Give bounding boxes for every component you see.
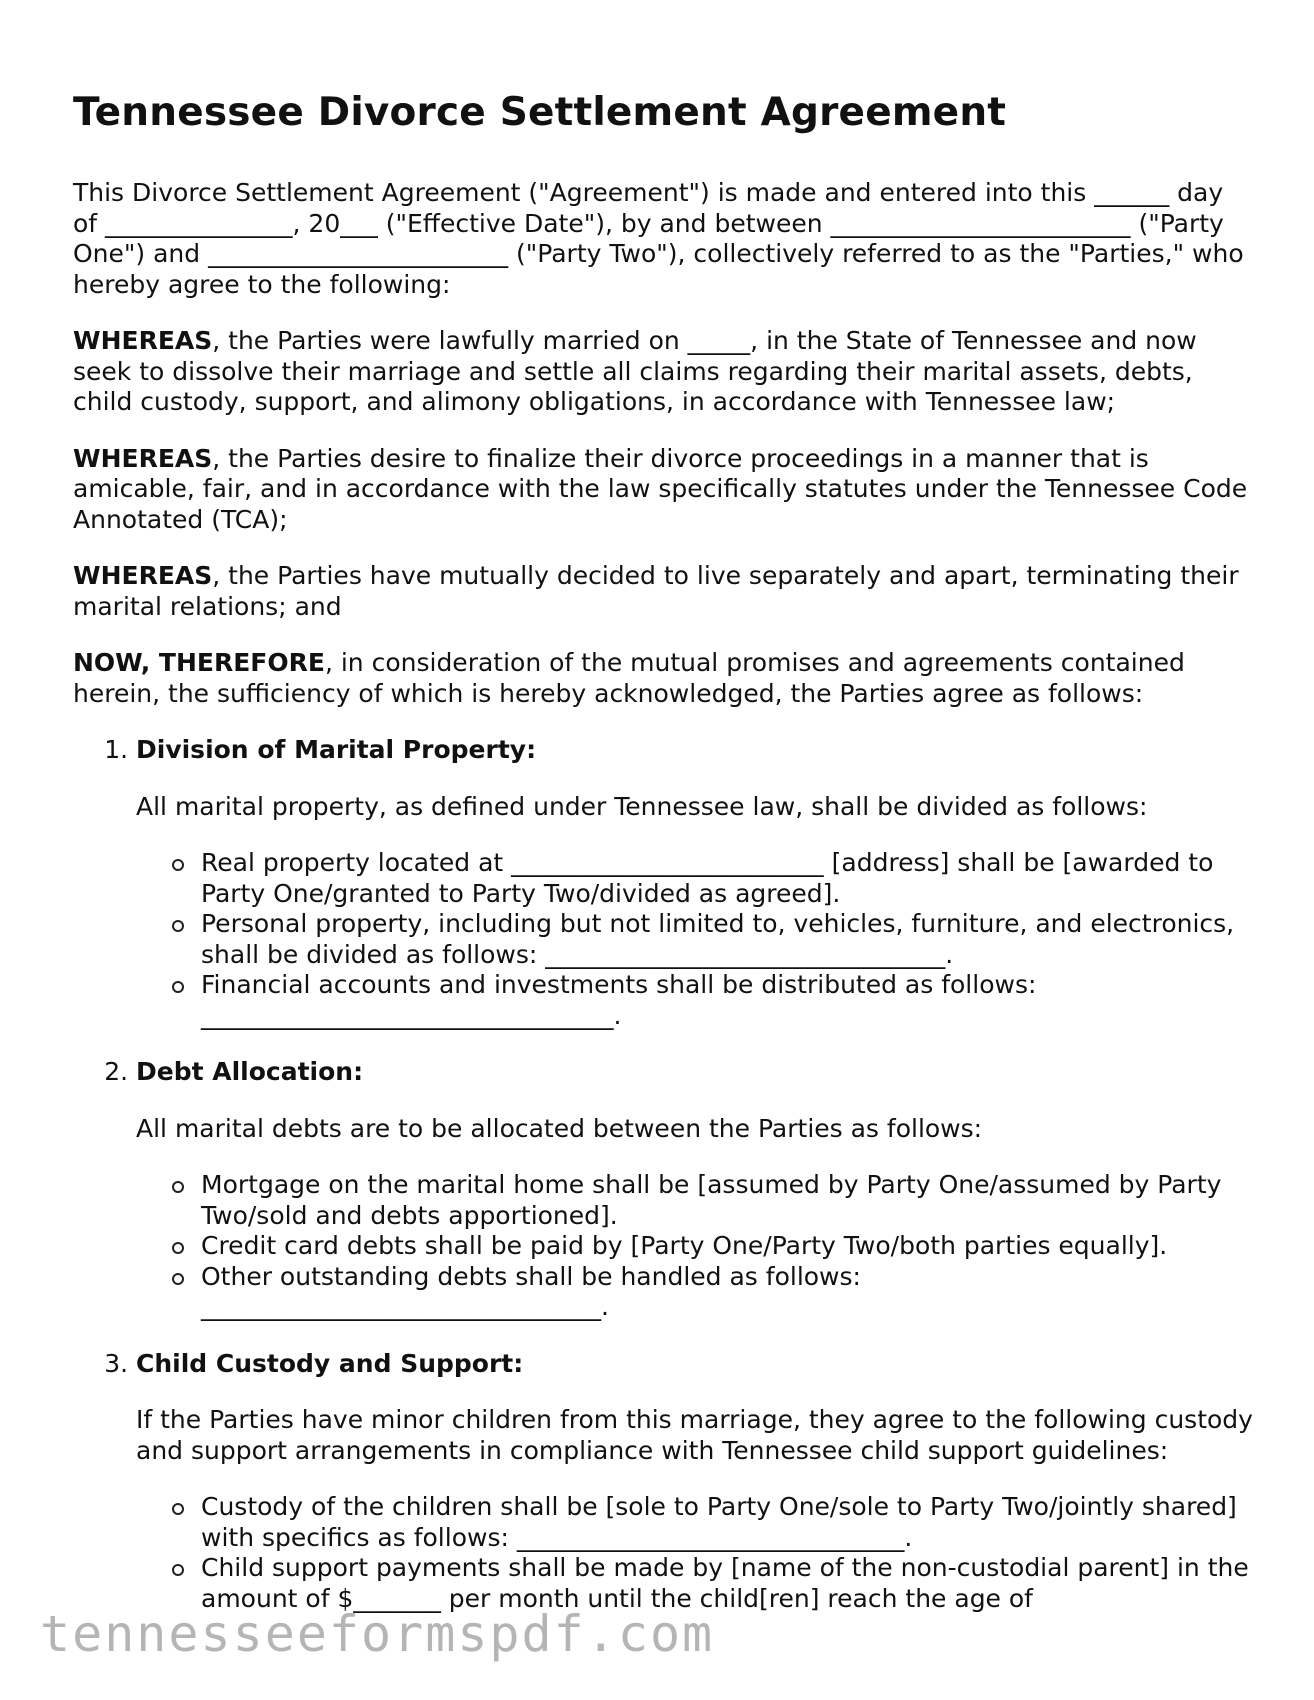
- recital-1: [73, 326, 1253, 418]
- list-item: Custody of the children shall be [sole to Party One/sole to Party Two/jointly shared] with specifics as follows: _______________________________.: [201, 1492, 1253, 1553]
- recital-lead: NOW, THEREFORE: [73, 648, 325, 677]
- section-custody: [136, 1349, 1253, 1615]
- section-text: All marital debts are to be allocated between the Parties as follows:: [136, 1113, 983, 1143]
- list-item: Financial accounts and investments shall be distributed as follows: _________________________________.: [201, 970, 1253, 1031]
- list-item: Credit card debts shall be paid by [Party One/Party Two/both parties equally].: [201, 1231, 1253, 1262]
- document-page: [73, 88, 1253, 1640]
- recital-text: , in consideration of the mutual promises and agreements contained herein, the sufficiency of which is hereby acknowledged, the Parties agree as follows:: [73, 648, 1185, 708]
- agreement-sections: [73, 735, 1253, 1614]
- section-heading: 1. Division of Marital Property:: [136, 735, 537, 764]
- section-debt: [136, 1057, 1253, 1323]
- recital-lead: WHEREAS: [73, 561, 213, 590]
- section-property: [136, 735, 1253, 1031]
- section-heading: 3. Child Custody and Support:: [136, 1348, 524, 1378]
- section-items: [136, 1492, 1253, 1614]
- list-item: Personal property, including but not limited to, vehicles, furniture, and electronics, shall be divided as follows: ________________________________.: [201, 909, 1253, 970]
- recital-text: , the Parties have mutually decided to live separately and apart, terminating their marital relations; and: [73, 561, 1239, 621]
- document-title: Tennessee Divorce Settlement Agreement: [73, 90, 1007, 135]
- section-text: If the Parties have minor children from this marriage, they agree to the following custody and support arrangements in compliance with Tennessee child support guidelines:: [136, 1405, 1253, 1465]
- section-text: All marital property, as defined under Tennessee law, shall be divided as follows:: [136, 791, 1148, 821]
- recital-text: , the Parties were lawfully married on _____, in the State of Tennessee and now seek to dissolve their marriage and settle all claims regarding their marital assets, debts, child custody, support, and alimony obligations, in accordance with Tennessee law;: [73, 326, 1197, 416]
- list-item: Real property located at _________________________ [address] shall be [awarded to Party One/granted to Party Two/divided as agreed].: [201, 848, 1253, 909]
- list-item: Other outstanding debts shall be handled as follows: ________________________________.: [201, 1262, 1253, 1323]
- section-items: [136, 1170, 1253, 1323]
- recital-lead: WHEREAS: [73, 326, 213, 355]
- recital-text: , the Parties desire to finalize their divorce proceedings in a manner that is amicable, fair, and in accordance with the law specifically statutes under the Tennessee Code Annotated (TCA);: [73, 443, 1248, 534]
- recital-3: [73, 561, 1253, 622]
- section-items: [136, 848, 1253, 1031]
- list-item: Child support payments shall be made by [name of the non-custodial parent] in the amount of $_______ per month until the child[ren] reach the age of: [201, 1553, 1253, 1614]
- list-item: Mortgage on the marital home shall be [assumed by Party One/assumed by Party Two/sold and debts apportioned].: [201, 1170, 1253, 1231]
- watermark: tennesseeformspdf.com: [40, 1605, 715, 1663]
- recital-2: [73, 444, 1253, 536]
- section-heading: 2. Debt Allocation:: [136, 1057, 364, 1086]
- recital-lead: WHEREAS: [73, 443, 213, 473]
- intro-paragraph: This Divorce Settlement Agreement ("Agreement") is made and entered into this ______ day of _______________, 20___ ("Effective Date"), by and between ________________________ ("Party One") and ________________________ ("Party Two"), collectively referred to as the "Parties," who hereby agree to the following:: [73, 178, 1244, 299]
- recital-now-therefore: [73, 648, 1253, 709]
